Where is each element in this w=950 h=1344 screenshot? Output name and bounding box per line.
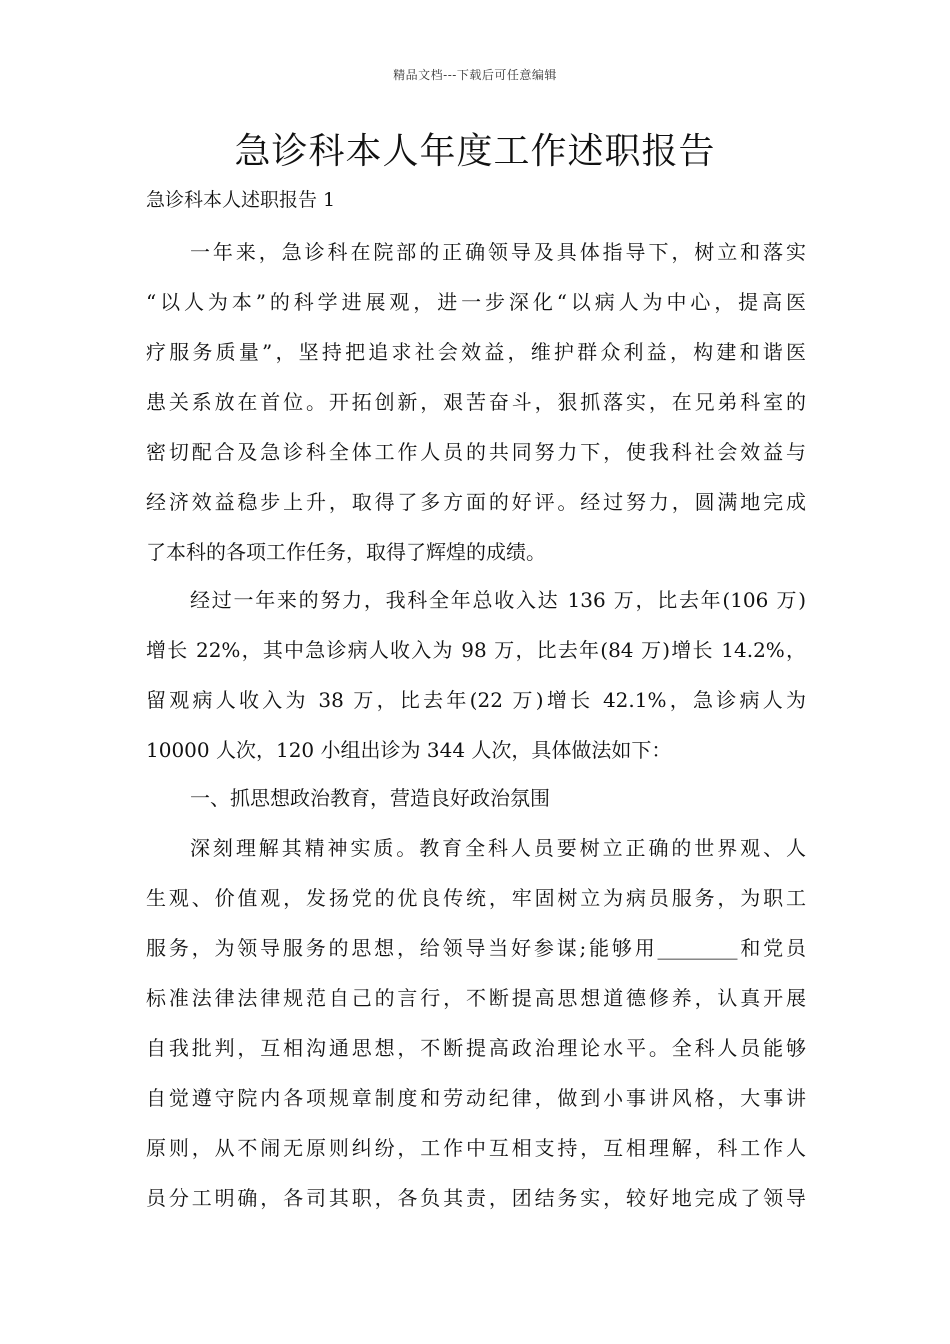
paragraph-line: 经济效益稳步上升，取得了多方面的好评。经过努力，圆满地完成 <box>146 490 806 514</box>
paragraph-line: 了本科的各项工作任务，取得了辉煌的成绩。 <box>146 540 546 564</box>
paragraph-income <box>146 575 806 775</box>
paragraph-line: 服务，为领导服务的思想，给领导当好参谋;能够用________和党员 <box>146 936 806 960</box>
paragraph-line: 标准法律法律规范自己的言行，不断提高思想道德修养，认真开展 <box>146 986 806 1010</box>
paragraph-line: 10000 人次，120 小组出诊为 344 人次，具体做法如下： <box>146 738 672 762</box>
paragraph-line: 疗服务质量”，坚持把追求社会效益，维护群众利益，构建和谐医 <box>146 340 806 364</box>
paragraph-education <box>146 823 806 1223</box>
paragraph-line: 原则，从不闹无原则纠纷，工作中互相支持，互相理解，科工作人 <box>146 1136 806 1160</box>
paragraph-line: 患关系放在首位。开拓创新，艰苦奋斗，狠抓落实，在兄弟科室的 <box>146 390 806 414</box>
paragraph-line: “以人为本”的科学进展观，进一步深化“以病人为中心，提高医 <box>146 290 806 314</box>
paragraph-line: 员分工明确，各司其职，各负其责，团结务实，较好地完成了领导 <box>146 1186 806 1210</box>
paragraph-line: 密切配合及急诊科全体工作人员的共同努力下，使我科社会效益与 <box>146 440 806 464</box>
paragraph-intro <box>146 227 806 577</box>
section-heading-text: 一、抓思想政治教育，营造良好政治氛围 <box>190 786 550 810</box>
page-header: 精品文档---下载后可任意编辑 <box>393 68 557 82</box>
paragraph-line: 生观、价值观，发扬党的优良传统，牢固树立为病员服务，为职工 <box>146 886 806 910</box>
paragraph-line: 一年来，急诊科在院部的正确领导及具体指导下，树立和落实 <box>190 240 806 264</box>
paragraph-line: 自我批判，互相沟通思想，不断提高政治理论水平。全科人员能够 <box>146 1036 806 1060</box>
paragraph-line: 经过一年来的努力，我科全年总收入达 136 万，比去年(106 万) <box>190 588 806 612</box>
paragraph-line: 深刻理解其精神实质。教育全科人员要树立正确的世界观、人 <box>190 836 806 860</box>
section-heading <box>146 773 806 823</box>
paragraph-line: 自觉遵守院内各项规章制度和劳动纪律，做到小事讲风格，大事讲 <box>146 1086 806 1110</box>
paragraph-line: 留观病人收入为 38 万，比去年(22 万)增长 42.1%，急诊病人为 <box>146 688 806 712</box>
paragraph-line: 增长 22%，其中急诊病人收入为 98 万，比去年(84 万)增长 14.2%， <box>146 638 806 662</box>
section-subtitle: 急诊科本人述职报告 1 <box>146 189 336 211</box>
document-title: 急诊科本人年度工作述职报告 <box>234 131 716 172</box>
